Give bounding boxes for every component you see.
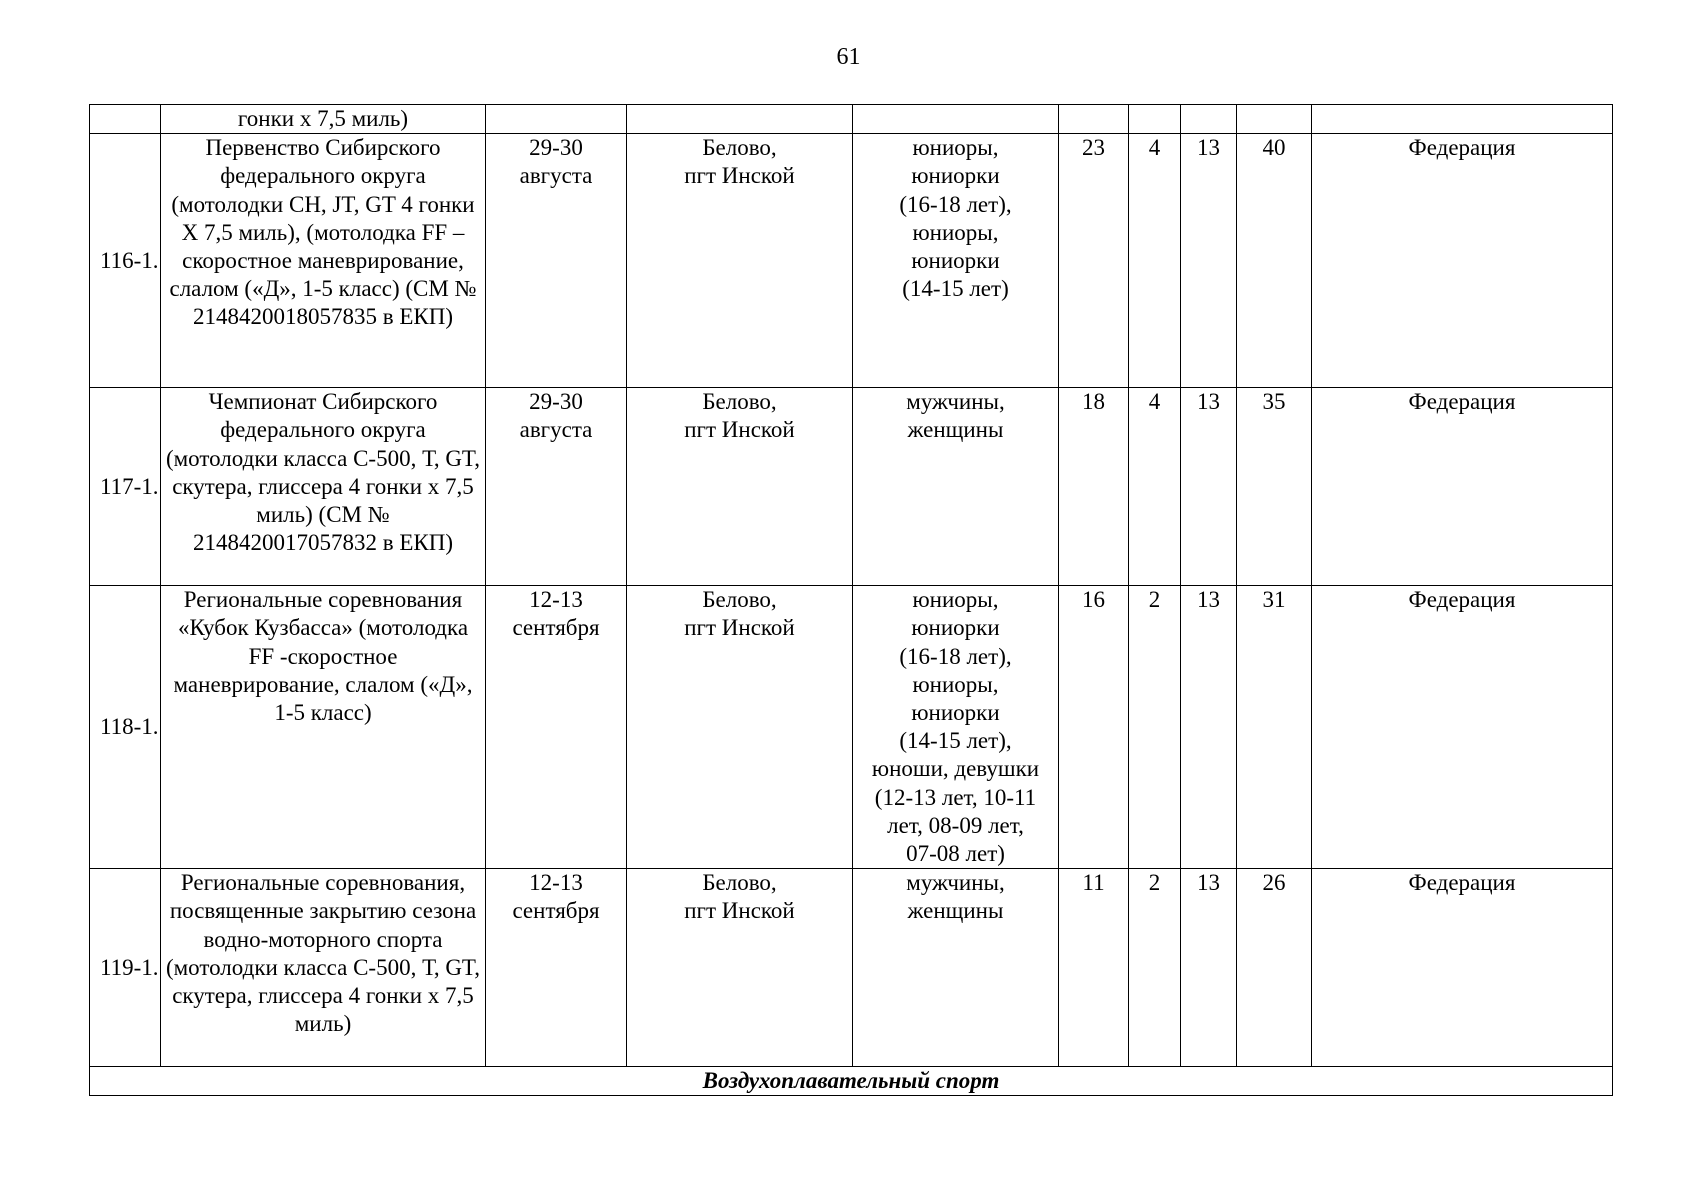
- cell-place: Белово, пгт Инской: [627, 388, 853, 586]
- cell-participants: [853, 105, 1059, 134]
- cell-name: Региональные соревнования «Кубок Кузбасса» (мотолодка FF -скоростное маневрирование, слалом («Д», 1-5 класс): [161, 586, 486, 869]
- cell-count-total: 40: [1237, 134, 1312, 388]
- cell-count-3: 13: [1181, 388, 1237, 586]
- cell-count-3: 13: [1181, 586, 1237, 869]
- section-title: Воздухоплавательный спорт: [90, 1067, 1613, 1096]
- cell-count-1: 16: [1059, 586, 1129, 869]
- cell-participants: мужчины, женщины: [853, 388, 1059, 586]
- table-row: [90, 134, 1613, 388]
- cell-place: [627, 105, 853, 134]
- cell-count-2: 2: [1129, 586, 1181, 869]
- cell-participants: юниоры, юниорки (16-18 лет), юниоры, юниорки (14-15 лет): [853, 134, 1059, 388]
- page-number: 61: [836, 44, 861, 70]
- cell-count-total: 35: [1237, 388, 1312, 586]
- cell-num: 117-1.: [90, 388, 161, 586]
- cell-organizer: Федерация: [1312, 134, 1613, 388]
- table-row: [90, 105, 1613, 134]
- cell-count-2: 4: [1129, 388, 1181, 586]
- cell-count-1: [1059, 105, 1129, 134]
- cell-organizer: Федерация: [1312, 869, 1613, 1067]
- cell-participants: юниоры, юниорки (16-18 лет), юниоры, юниорки (14-15 лет), юноши, девушки (12-13 лет, 10-11 лет, 08-09 лет, 07-08 лет): [853, 586, 1059, 869]
- cell-count-2: [1129, 105, 1181, 134]
- cell-name: Первенство Сибирского федерального округа (мотолодки CH, JT, GT 4 гонки X 7,5 миль), (мотолодка FF – скоростное маневрирование, слалом («Д», 1-5 класс) (СМ № 2148420018057835 в ЕКП): [161, 134, 486, 388]
- cell-name: Чемпионат Сибирского федерального округа (мотолодки класса С-500, Т, GT, скутера, глиссера 4 гонки х 7,5 миль) (СМ № 2148420017057832 в ЕКП): [161, 388, 486, 586]
- cell-count-1: 23: [1059, 134, 1129, 388]
- cell-count-1: 11: [1059, 869, 1129, 1067]
- cell-num: 119-1.: [90, 869, 161, 1067]
- cell-count-total: [1237, 105, 1312, 134]
- cell-organizer: Федерация: [1312, 586, 1613, 869]
- cell-place: Белово, пгт Инской: [627, 869, 853, 1067]
- table-row: [90, 869, 1613, 1067]
- cell-count-1: 18: [1059, 388, 1129, 586]
- cell-count-2: 4: [1129, 134, 1181, 388]
- cell-num: [90, 105, 161, 134]
- events-table: [89, 104, 1613, 1096]
- cell-dates: 12-13 сентября: [486, 586, 627, 869]
- cell-num: 116-1.: [90, 134, 161, 388]
- cell-dates: 29-30 августа: [486, 388, 627, 586]
- cell-organizer: Федерация: [1312, 388, 1613, 586]
- cell-dates: 29-30 августа: [486, 134, 627, 388]
- cell-place: Белово, пгт Инской: [627, 586, 853, 869]
- cell-dates: [486, 105, 627, 134]
- cell-count-3: 13: [1181, 869, 1237, 1067]
- section-row: [90, 1067, 1613, 1096]
- cell-organizer: [1312, 105, 1613, 134]
- cell-count-3: [1181, 105, 1237, 134]
- cell-count-total: 26: [1237, 869, 1312, 1067]
- cell-count-total: 31: [1237, 586, 1312, 869]
- cell-num: 118-1.: [90, 586, 161, 869]
- table-row: [90, 586, 1613, 869]
- cell-participants: мужчины, женщины: [853, 869, 1059, 1067]
- cell-name: гонки х 7,5 миль): [161, 105, 486, 134]
- table-row: [90, 388, 1613, 586]
- cell-count-2: 2: [1129, 869, 1181, 1067]
- cell-place: Белово, пгт Инской: [627, 134, 853, 388]
- cell-name: Региональные соревнования, посвященные закрытию сезона водно-моторного спорта (мотолодки класса С-500, Т, GT, скутера, глиссера 4 гонки х 7,5 миль): [161, 869, 486, 1067]
- cell-dates: 12-13 сентября: [486, 869, 627, 1067]
- cell-count-3: 13: [1181, 134, 1237, 388]
